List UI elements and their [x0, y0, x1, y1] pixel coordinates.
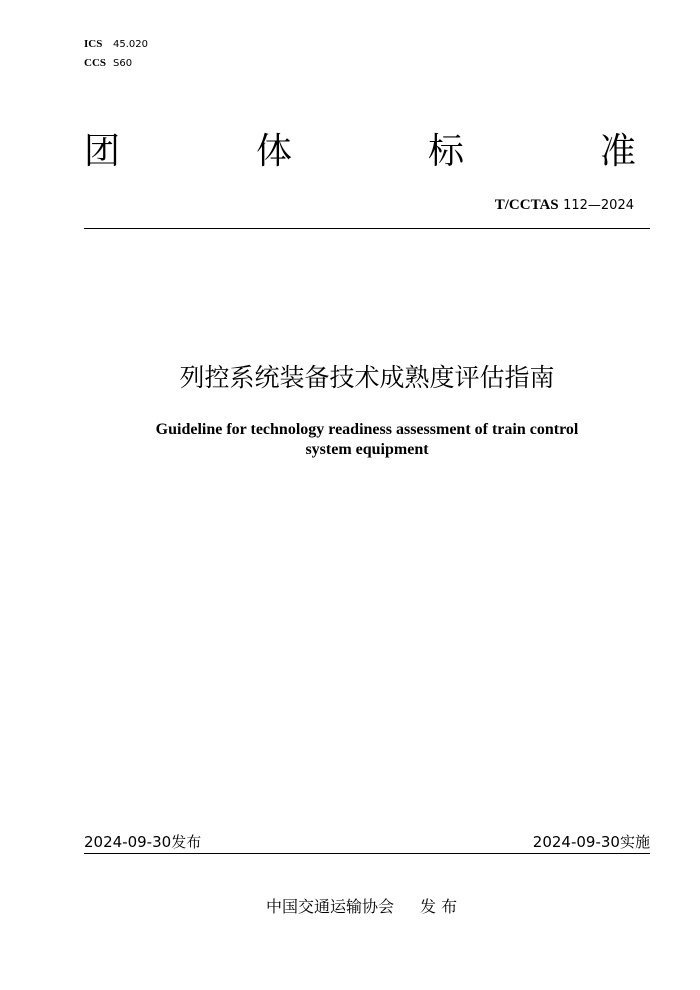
footer-divider	[84, 853, 650, 854]
standard-type-char: 准	[599, 131, 636, 172]
implement-label: 实施	[619, 833, 650, 851]
english-title	[100, 420, 634, 460]
standard-org: T/CCTAS	[494, 197, 559, 213]
publisher-name: 中国交通运输协会	[266, 897, 395, 916]
ics-value: 45.020	[113, 39, 148, 50]
standard-type-heading	[84, 128, 636, 176]
standard-number	[495, 196, 634, 215]
publish-date: 2024-09-30	[84, 833, 172, 851]
standard-type-char: 团	[84, 131, 121, 172]
header-divider	[84, 228, 650, 229]
implement-date-block	[533, 832, 650, 852]
publish-date-block	[84, 832, 201, 852]
publisher-line	[266, 896, 457, 918]
ics-line	[84, 37, 148, 52]
ics-label: ICS	[84, 38, 103, 50]
standard-num: 112—2024	[563, 198, 634, 213]
publisher-action: 发 布	[420, 897, 458, 916]
publish-label: 发布	[171, 833, 202, 851]
standard-type-char: 标	[427, 131, 464, 172]
english-title-line: system equipment	[305, 441, 429, 458]
chinese-title: 列控系统装备技术成熟度评估指南	[179, 363, 555, 392]
ccs-label: CCS	[84, 57, 107, 69]
english-title-line: Guideline for technology readiness assessment of train control	[155, 421, 579, 438]
implement-date: 2024-09-30	[532, 833, 620, 851]
ccs-line	[84, 56, 132, 71]
ccs-value: S60	[113, 58, 133, 69]
standard-type-char: 体	[255, 131, 292, 172]
